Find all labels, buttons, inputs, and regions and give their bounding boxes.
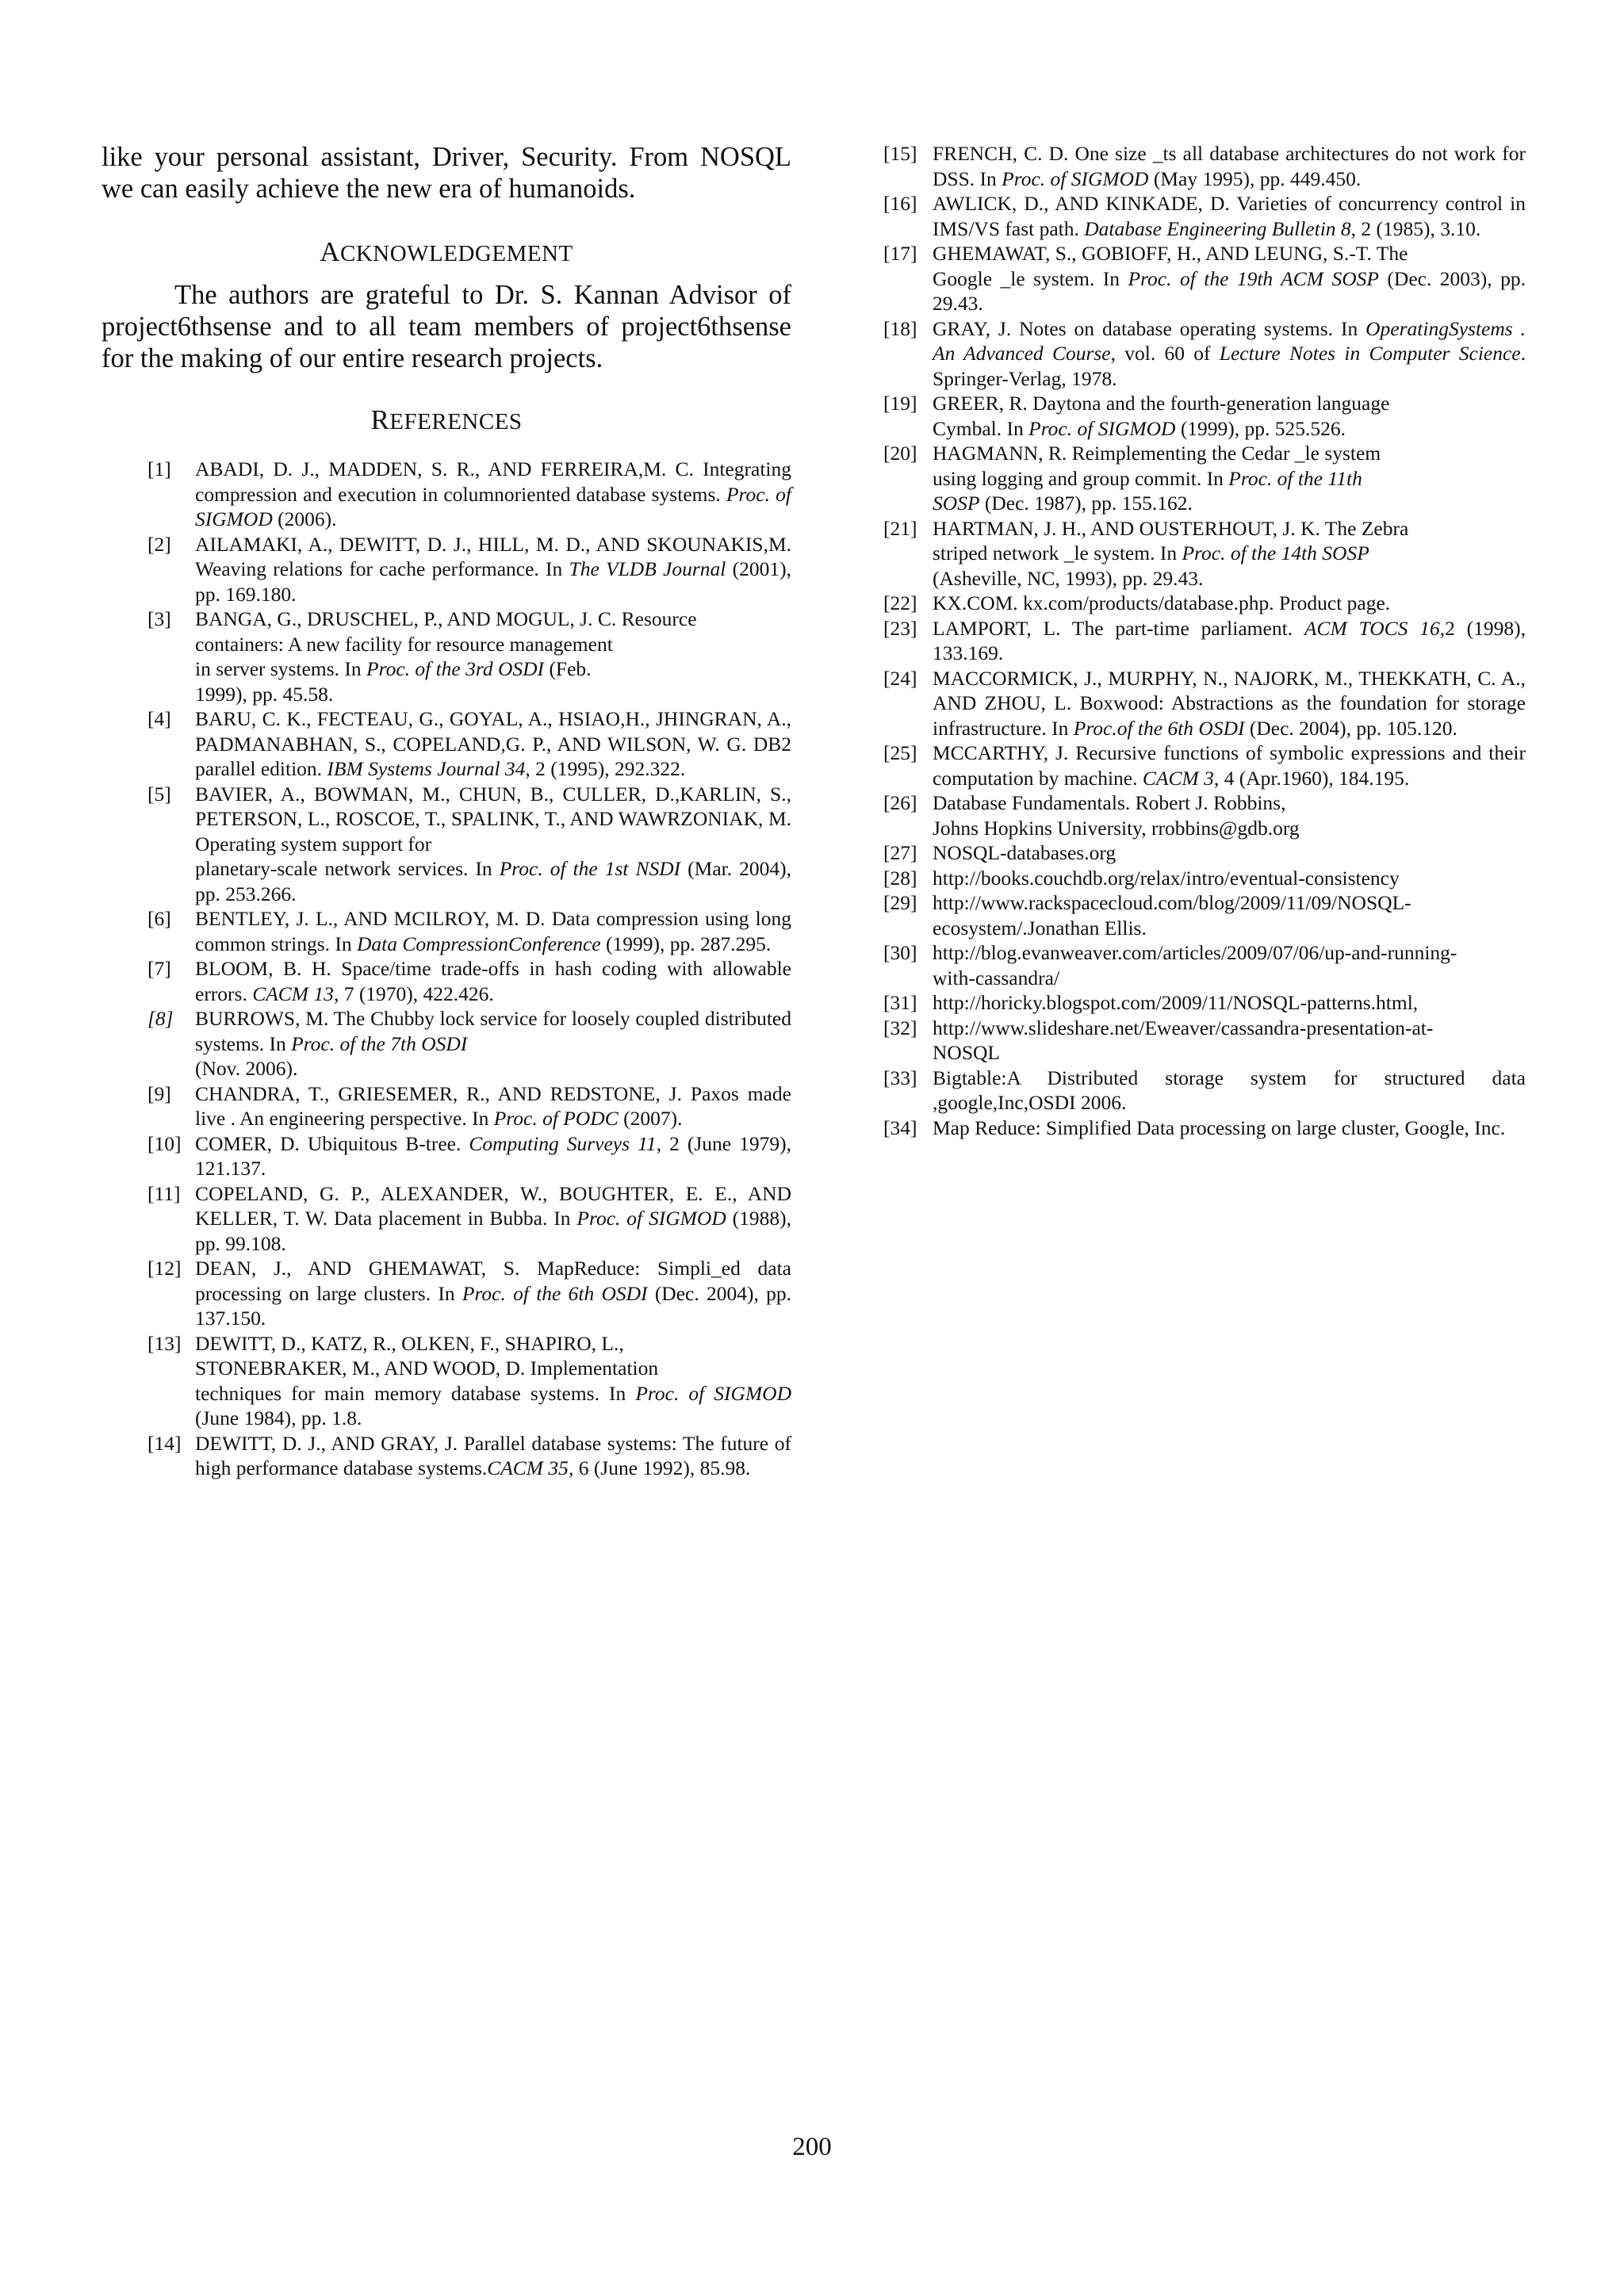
reference-text: Database Fundamentals. Robert J. Robbins, Johns Hopkins University, rrobbins@gdb.org <box>933 791 1300 840</box>
reference-number: [27] <box>883 841 917 864</box>
reference-text: GREER, R. Daytona and the fourth-generation language Cymbal. In Proc. of SIGMOD (1999), pp. 525.526. <box>933 392 1390 440</box>
reference-text: GHEMAWAT, S., GOBIOFF, H., AND LEUNG, S.-T. The Google _le system. In Proc. of the 19th ACM SOSP (Dec. 2003), pp. 29.43. <box>933 242 1526 315</box>
reference-text: http://www.slideshare.net/Eweaver/cassandra-presentation-at- NOSQL <box>933 1016 1434 1064</box>
reference-text: Map Reduce: Simplified Data processing on large cluster, Google, Inc. <box>933 1115 1506 1139</box>
reference-text: MACCORMICK, J., MURPHY, N., NAJORK, M., THEKKATH, C. A., AND ZHOU, L. Boxwood: Abstractions as the foundation for storage infrastructure. In Proc.of the 6th OSDI (Dec. 2004), pp. 105.120. <box>933 666 1526 740</box>
reference-item <box>883 516 1526 591</box>
reference-text: Bigtable:A Distributed storage system for structured data ,google,Inc,OSDI 2006. <box>933 1066 1526 1114</box>
reference-item <box>883 890 1526 940</box>
reference-number: [30] <box>883 941 917 964</box>
reference-list-left <box>102 457 791 1481</box>
reference-number: [18] <box>883 316 917 340</box>
page-number: 200 <box>792 2133 832 2161</box>
reference-item <box>883 241 1526 316</box>
reference-number: [14] <box>147 1431 182 1455</box>
reference-text: BARU, C. K., FECTEAU, G., GOYAL, A., HSIAO,H., JHINGRAN, A., PADMANABHAN, S., COPELAND,G. P., AND WILSON, W. G. DB2 parallel edition. IBM Systems Journal 34, 2 (1995), 292.322. <box>195 707 791 780</box>
reference-number: [21] <box>883 516 917 540</box>
reference-number: [29] <box>883 891 917 914</box>
reference-text: DEAN, J., AND GHEMAWAT, S. MapReduce: Simpli_ed data processing on large clusters. In Proc. of the 6th OSDI (Dec. 2004), pp. 137.150. <box>195 1257 791 1330</box>
reference-item <box>883 1066 1526 1115</box>
reference-number: [13] <box>147 1331 182 1355</box>
reference-item <box>102 1181 791 1257</box>
reference-text: BANGA, G., DRUSCHEL, P., AND MOGUL, J. C. Resource containers: A new facility for resource management in server systems. In Proc. of the 3rd OSDI (Feb. 1999), pp. 45.58. <box>195 607 697 706</box>
right-column <box>883 141 1526 1140</box>
reference-item <box>102 706 791 782</box>
reference-item <box>102 782 791 907</box>
reference-number: [24] <box>883 666 917 690</box>
left-column <box>102 141 791 1481</box>
reference-text: BURROWS, M. The Chubby lock service for loosely coupled distributed systems. In Proc. of the 7th OSDI (Nov. 2006). <box>195 1007 791 1080</box>
reference-number: [12] <box>147 1257 182 1280</box>
reference-text: BAVIER, A., BOWMAN, M., CHUN, B., CULLER, D.,KARLIN, S., PETERSON, L., ROSCOE, T., SPALINK, T., AND WAWRZONIAK, M. Operating system support for planetary-scale network services. In Proc. of the 1st NSDI (Mar. 2004), pp. 253.266. <box>195 782 791 905</box>
reference-number: [5] <box>147 782 171 806</box>
reference-text: BLOOM, B. H. Space/time trade-offs in hash coding with allowable errors. CACM 13, 7 (1970), 422.426. <box>195 957 791 1005</box>
reference-item <box>883 840 1526 866</box>
reference-number: [28] <box>883 866 917 890</box>
reference-number: [15] <box>883 142 917 165</box>
reference-number: [7] <box>147 957 171 980</box>
reference-item <box>883 441 1526 516</box>
reference-item <box>102 956 791 1006</box>
reference-item <box>883 866 1526 891</box>
reference-number: [25] <box>883 741 917 764</box>
reference-item <box>102 607 791 706</box>
reference-number: [3] <box>147 607 171 630</box>
reference-item <box>102 1431 791 1481</box>
reference-text: HARTMAN, J. H., AND OUSTERHOUT, J. K. The Zebra striped network _le system. In Proc. of the 14th SOSP (Asheville, NC, 1993), pp. 29.43. <box>933 516 1409 590</box>
reference-text: AWLICK, D., AND KINKADE, D. Varieties of concurrency control in IMS/VS fast path. Database Engineering Bulletin 8, 2 (1985), 3.10. <box>933 192 1526 240</box>
reference-item <box>102 1081 791 1131</box>
reference-text: DEWITT, D. J., AND GRAY, J. Parallel database systems: The future of high performance database systems.CACM 35, 6 (June 1992), 85.98. <box>195 1431 791 1479</box>
reference-number: [1] <box>147 457 171 480</box>
acknowledgement-heading-cap: A <box>320 236 341 267</box>
reference-number: [20] <box>883 442 917 465</box>
reference-text: AILAMAKI, A., DEWITT, D. J., HILL, M. D., AND SKOUNAKIS,M. Weaving relations for cache performance. In The VLDB Journal (2001), pp. 169.180. <box>195 532 792 606</box>
reference-item <box>102 1131 791 1181</box>
reference-number: [8] <box>147 1007 174 1030</box>
reference-text: http://horicky.blogspot.com/2009/11/NOSQL-patterns.html, <box>933 991 1419 1014</box>
references-heading-cap: R <box>370 404 390 435</box>
references-heading-rest: EFERENCES <box>389 409 523 434</box>
reference-text: NOSQL-databases.org <box>933 841 1116 864</box>
reference-text: COPELAND, G. P., ALEXANDER, W., BOUGHTER, E. E., AND KELLER, T. W. Data placement in Bubba. In Proc. of SIGMOD (1988), pp. 99.108. <box>195 1181 791 1255</box>
reference-text: http://books.couchdb.org/relax/intro/eventual-consistency <box>933 866 1400 890</box>
reference-text: CHANDRA, T., GRIESEMER, R., AND REDSTONE, J. Paxos made live . An engineering perspective. In Proc. of PODC (2007). <box>195 1081 791 1130</box>
acknowledgement-heading <box>102 236 791 268</box>
reference-item <box>883 940 1526 990</box>
reference-item <box>102 532 791 607</box>
reference-text: BENTLEY, J. L., AND MCILROY, M. D. Data compression using long common strings. In Data CompressionConference (1999), pp. 287.295. <box>195 907 791 955</box>
references-heading <box>102 404 791 436</box>
reference-item <box>883 790 1526 840</box>
reference-text: MCCARTHY, J. Recursive functions of symbolic expressions and their computation by machine. CACM 3, 4 (Apr.1960), 184.195. <box>933 741 1526 790</box>
reference-number: [16] <box>883 192 917 215</box>
reference-text: KX.COM. kx.com/products/database.php. Product page. <box>933 591 1391 614</box>
reference-number: [34] <box>883 1115 917 1139</box>
reference-item <box>102 1256 791 1331</box>
reference-item <box>883 191 1526 241</box>
acknowledgement-text: The authors are grateful to Dr. S. Kannan Advisor of project6thsense and to all team members of project6thsense for the making of our entire research projects. <box>102 280 791 373</box>
reference-item <box>883 1115 1526 1141</box>
reference-number: [2] <box>147 532 171 556</box>
reference-text: DEWITT, D., KATZ, R., OLKEN, F., SHAPIRO, L., STONEBRAKER, M., AND WOOD, D. Implementation techniques for main memory database systems. In Proc. of SIGMOD (June 1984), pp. 1.8. <box>195 1331 792 1429</box>
reference-text: FRENCH, C. D. One size _ts all database architectures do not work for DSS. In Proc. of SIGMOD (May 1995), pp. 449.450. <box>933 142 1526 190</box>
reference-item <box>883 141 1526 191</box>
reference-item <box>102 457 791 532</box>
reference-text: http://blog.evanweaver.com/articles/2009/07/06/up-and-running- with-cassandra/ <box>933 941 1457 989</box>
reference-text: HAGMANN, R. Reimplementing the Cedar _le system using logging and group commit. In Proc. of the 11th SOSP (Dec. 1987), pp. 155.162. <box>933 442 1381 515</box>
reference-item <box>883 391 1526 441</box>
reference-number: [26] <box>883 791 917 814</box>
reference-number: [32] <box>883 1016 917 1039</box>
reference-number: [23] <box>883 616 917 640</box>
reference-number: [22] <box>883 591 917 614</box>
reference-list-right <box>883 141 1526 1140</box>
reference-text: COMER, D. Ubiquitous B-tree. Computing Surveys 11, 2 (June 1979), 121.137. <box>195 1131 791 1180</box>
reference-item <box>883 666 1526 741</box>
reference-item <box>102 1331 791 1431</box>
reference-item <box>883 1016 1526 1066</box>
reference-number: [31] <box>883 991 917 1014</box>
reference-number: [33] <box>883 1066 917 1089</box>
reference-item <box>883 990 1526 1016</box>
intro-paragraph: like your personal assistant, Driver, Security. From NOSQL we can easily achieve the new era of humanoids. <box>102 142 791 204</box>
reference-number: [9] <box>147 1081 171 1105</box>
reference-number: [11] <box>147 1181 181 1205</box>
reference-item <box>102 906 791 956</box>
reference-text: ABADI, D. J., MADDEN, S. R., AND FERREIRA,M. C. Integrating compression and execution in columnoriented database systems. Proc. of SIGMOD (2006). <box>195 457 791 530</box>
reference-number: [10] <box>147 1131 182 1155</box>
reference-item <box>883 616 1526 666</box>
reference-number: [6] <box>147 907 171 930</box>
reference-item <box>883 740 1526 790</box>
reference-text: GRAY, J. Notes on database operating systems. In OperatingSystems . An Advanced Course, vol. 60 of Lecture Notes in Computer Science. Springer-Verlag, 1978. <box>933 316 1526 390</box>
reference-item <box>102 1006 791 1081</box>
reference-text: LAMPORT, L. The part-time parliament. ACM TOCS 16,2 (1998), 133.169. <box>933 616 1526 664</box>
reference-item <box>883 591 1526 616</box>
reference-item <box>883 316 1526 392</box>
reference-number: [4] <box>147 707 171 730</box>
reference-text: http://www.rackspacecloud.com/blog/2009/11/09/NOSQL- ecosystem/.Jonathan Ellis. <box>933 891 1411 939</box>
acknowledgement-heading-rest: CKNOWLEDGEMENT <box>340 241 573 266</box>
reference-number: [19] <box>883 392 917 415</box>
reference-number: [17] <box>883 242 917 265</box>
